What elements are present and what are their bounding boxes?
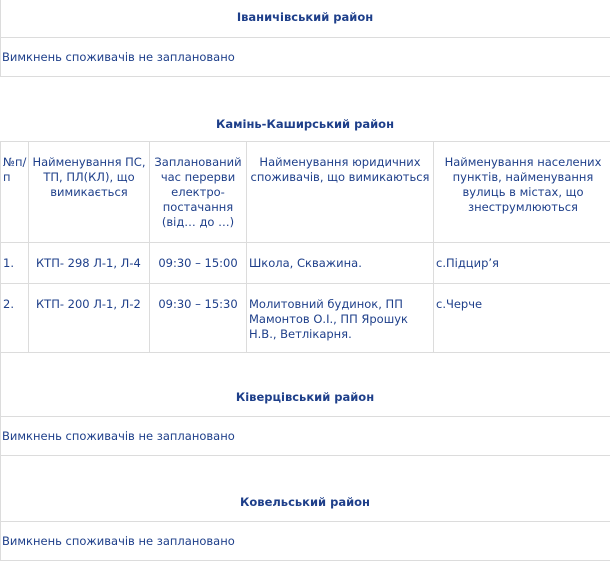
column-header-number: №п/п <box>1 142 29 243</box>
no-outages-notice: Вимкнень споживачів не заплановано <box>2 429 235 443</box>
divider <box>0 416 610 417</box>
district-title: Ківерцівський район <box>235 390 375 404</box>
column-header-settlements: Найменування населених пунктів, найменування вулиць в містах, що знеструмлюються <box>434 142 610 243</box>
cell-number: 2. <box>1 284 29 353</box>
table-header-row <box>1 142 610 243</box>
column-header-time: Запланований час перерви електро-постачання (від… до …) <box>150 142 247 243</box>
container-border <box>0 0 1 76</box>
divider <box>0 455 610 456</box>
cell-number: 1. <box>1 243 29 284</box>
divider <box>0 521 610 522</box>
divider <box>0 76 610 77</box>
cell-settlement: с.Черче <box>434 284 610 353</box>
cell-equipment: КТП- 298 Л-1, Л-4 <box>29 243 150 284</box>
column-header-consumers: Найменування юридичних споживачів, що вимикаються <box>247 142 434 243</box>
container-border <box>0 350 1 560</box>
district-title: Ковельський район <box>240 495 370 509</box>
cell-settlement: с.Підцир’я <box>434 243 610 284</box>
divider <box>0 37 610 38</box>
outage-schedule-table <box>0 141 610 353</box>
divider <box>0 560 610 561</box>
column-header-equipment: Найменування ПС, ТП, ПЛ(КЛ), що вимикається <box>29 142 150 243</box>
cell-consumers: Школа, Скважина. <box>247 243 434 284</box>
table-row <box>1 243 610 284</box>
table-row <box>1 284 610 353</box>
cell-equipment: КТП- 200 Л-1, Л-2 <box>29 284 150 353</box>
cell-time: 09:30 – 15:00 <box>150 243 247 284</box>
cell-time: 09:30 – 15:30 <box>150 284 247 353</box>
no-outages-notice: Вимкнень споживачів не заплановано <box>2 534 235 548</box>
district-title: Камінь-Каширський район <box>215 117 395 131</box>
cell-consumers: Молитовний будинок, ПП Мамонтов О.І., ПП Ярошук Н.В., Ветлікарня. <box>247 284 434 353</box>
district-title: Іваничівський район <box>236 10 374 24</box>
no-outages-notice: Вимкнень споживачів не заплановано <box>2 50 235 64</box>
